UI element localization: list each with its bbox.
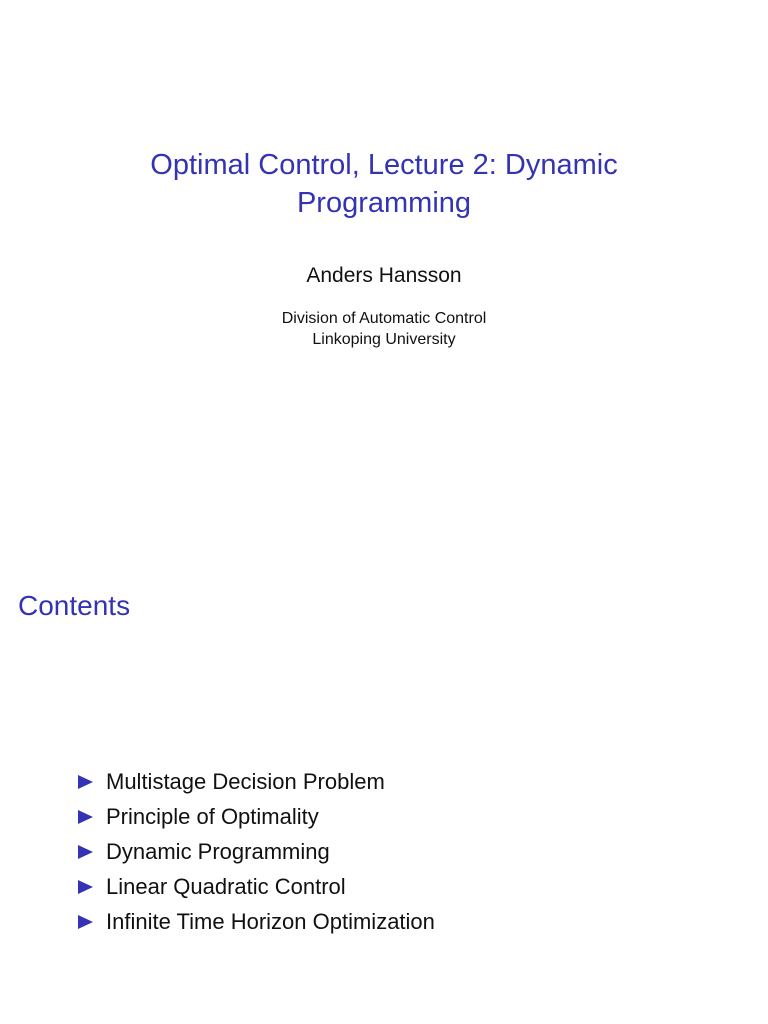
bullet-triangle-icon [78,775,93,789]
list-item [78,834,435,869]
affiliation-university: Linkoping University [312,331,456,348]
list-item-label: Linear Quadratic Control [106,873,346,899]
title-line-1: Optimal Control, Lecture 2: Dynamic [150,149,618,181]
contents-heading: Contents [18,590,131,621]
contents-slide [0,512,768,1024]
list-item-label: Multistage Decision Problem [106,768,385,794]
title-line-2: Programming [296,187,472,219]
bullet-triangle-icon [78,845,93,859]
list-item [78,869,435,904]
presentation-title [104,146,664,222]
bullet-triangle-icon [78,810,93,824]
list-item-label: Dynamic Programming [106,838,330,864]
list-item [78,799,435,834]
list-item-label: Principle of Optimality [106,803,319,829]
affiliation [0,308,768,350]
title-block [0,146,768,350]
list-item-label: Infinite Time Horizon Optimization [106,908,435,934]
list-item [78,904,435,939]
contents-list [78,764,435,939]
affiliation-division: Division of Automatic Control [281,310,487,327]
list-item [78,764,435,799]
bullet-triangle-icon [78,915,93,929]
bullet-triangle-icon [78,880,93,894]
author-name: Anders Hansson [306,264,462,287]
